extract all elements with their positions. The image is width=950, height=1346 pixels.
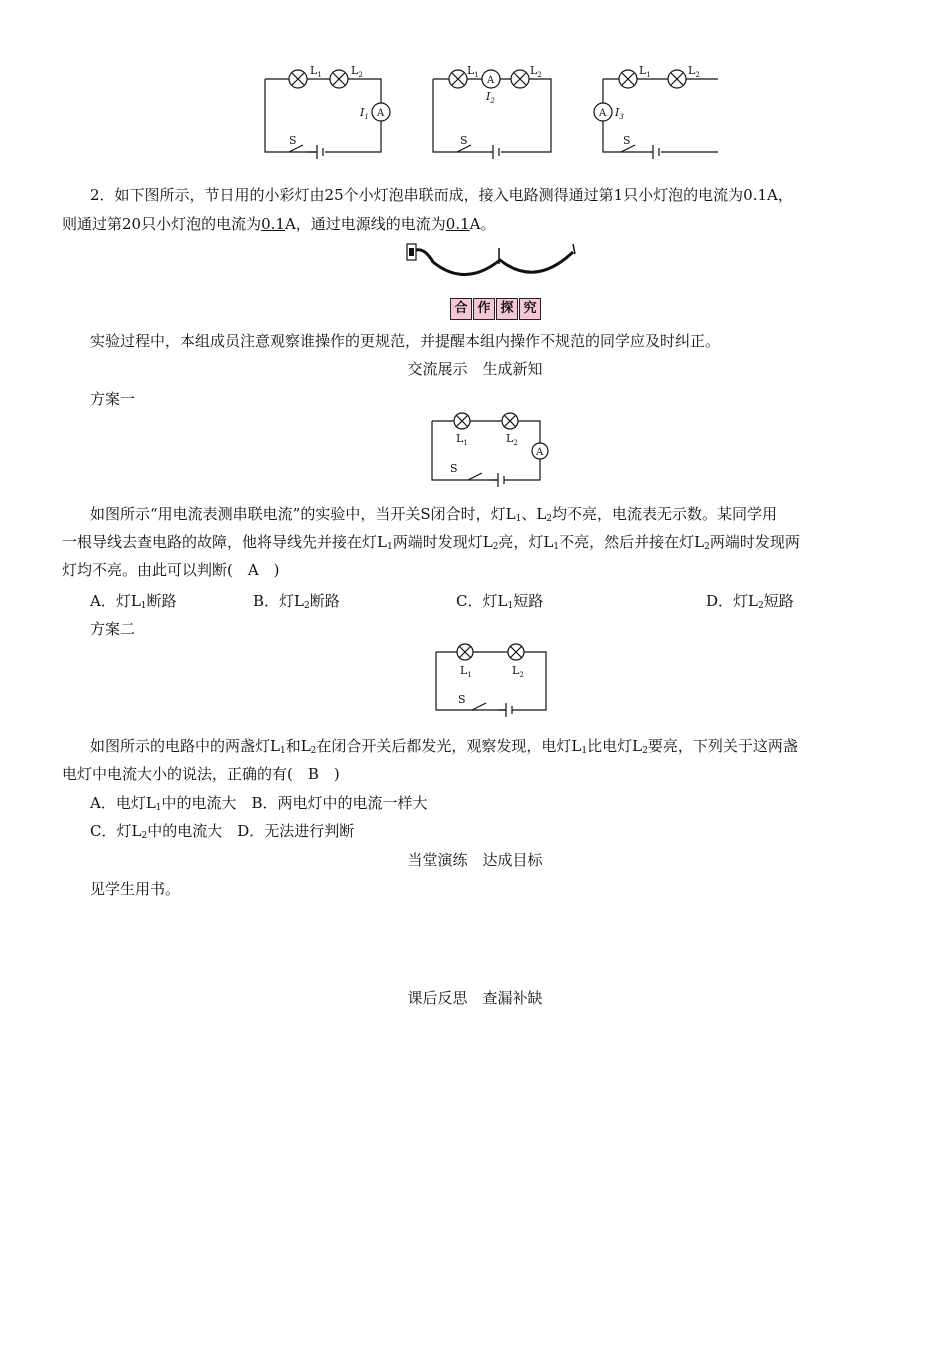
plan1-option-b: B．灯$L_2$断路 xyxy=(253,592,340,611)
plan1-text-line1: 如图所示“用电流表测串联电流”的实验中，当开关S闭合时，灯$L_1$、$L_2$均不亮，电流表无示数。某同学用 xyxy=(90,505,778,524)
d3-current-label: $I_3$ xyxy=(615,106,624,121)
plan2-switch-label: S xyxy=(458,693,466,706)
badge-char-2: 作 xyxy=(473,298,495,320)
d1-ammeter-label: A xyxy=(377,108,385,119)
plan1-option-a: A．灯$L_1$断路 xyxy=(90,592,177,611)
see-student-book: 见学生用书。 xyxy=(90,880,181,898)
d2-switch-label: S xyxy=(460,134,468,147)
d1-switch-label: S xyxy=(289,134,297,147)
d3-ammeter-label: A xyxy=(599,108,607,119)
circuit-diagrams-top xyxy=(255,58,725,163)
plan2-options-line2: C．灯$L_2$中的电流大 D．无法进行判断 xyxy=(90,822,355,841)
plan1-switch-label: S xyxy=(450,462,458,475)
plan1-circuit-diagram xyxy=(420,408,560,488)
plan2-options-line1: A．电灯$L_1$中的电流大 B．两电灯中的电流一样大 xyxy=(90,794,428,813)
plan1-option-c: C．灯$L_1$短路 xyxy=(456,592,544,611)
d2-l2-label: $L_2$ xyxy=(530,64,542,79)
d2-ammeter-label: A xyxy=(487,75,495,86)
d3-l2-label: $L_2$ xyxy=(688,64,700,79)
section-heading-2: 当堂演练 达成目标 xyxy=(407,851,543,869)
plan2-text-line2: 电灯中电流大小的说法，正确的有( B ) xyxy=(62,765,340,783)
section-heading-3: 课后反思 查漏补缺 xyxy=(407,989,543,1007)
d2-l1-label: $L_1$ xyxy=(467,64,479,79)
plan1-title: 方案一 xyxy=(90,390,136,408)
plan1-l2-label: $L_2$ xyxy=(506,432,518,447)
d3-l1-label: $L_1$ xyxy=(639,64,651,79)
q2-line2: 则通过第20只小灯泡的电流为0.1A，通过电源线的电流为0.1A。 xyxy=(62,215,496,233)
d3-switch-label: S xyxy=(623,134,631,147)
q2-answer-1: 0.1 xyxy=(261,215,285,233)
plan1-l1-label: $L_1$ xyxy=(456,432,468,447)
plan2-l1-label: $L_1$ xyxy=(460,664,472,679)
q2-line1: 2．如下图所示，节日用的小彩灯由25个小灯泡串联而成，接入电路测得通过第1只小灯泡的电流为0.1A， xyxy=(90,186,793,204)
d1-l1-label: $L_1$ xyxy=(310,64,322,79)
cooperative-inquiry-badge xyxy=(450,298,541,320)
plan2-title: 方案二 xyxy=(90,620,136,638)
d1-current-label: $I_1$ xyxy=(360,106,369,121)
plan1-text-line3: 灯均不亮。由此可以判断( A ) xyxy=(62,561,280,579)
plan2-text-line1: 如图所示的电路中的两盏灯$L_1$和$L_2$在闭合开关后都发光，观察发现，电灯$L_1$比电灯$L_2$要亮，下列关于这两盏 xyxy=(90,737,798,756)
d2-current-label: $I_2$ xyxy=(486,90,495,105)
badge-char-3: 探 xyxy=(496,298,518,320)
q2-answer-2: 0.1 xyxy=(445,215,470,233)
intro-text: 实验过程中，本组成员注意观察谁操作的更规范，并提醒本组内操作不规范的同学应及时纠正。 xyxy=(90,332,721,350)
plan1-ammeter-label: A xyxy=(536,447,544,458)
d1-l2-label: $L_2$ xyxy=(351,64,363,79)
section-heading-1: 交流展示 生成新知 xyxy=(407,360,543,378)
plan2-l2-label: $L_2$ xyxy=(512,664,524,679)
plan2-circuit-diagram xyxy=(428,640,553,720)
badge-char-4: 究 xyxy=(519,298,541,320)
string-lights-image xyxy=(405,240,580,288)
plan1-option-d: D．灯$L_2$短路 xyxy=(706,592,794,611)
badge-char-1: 合 xyxy=(450,298,472,320)
plan1-text-line2: 一根导线去查电路的故障，他将导线先并接在灯$L_1$两端时发现灯$L_2$亮，灯$L_1$不亮，然后并接在灯$L_2$两端时发现两 xyxy=(62,533,800,552)
